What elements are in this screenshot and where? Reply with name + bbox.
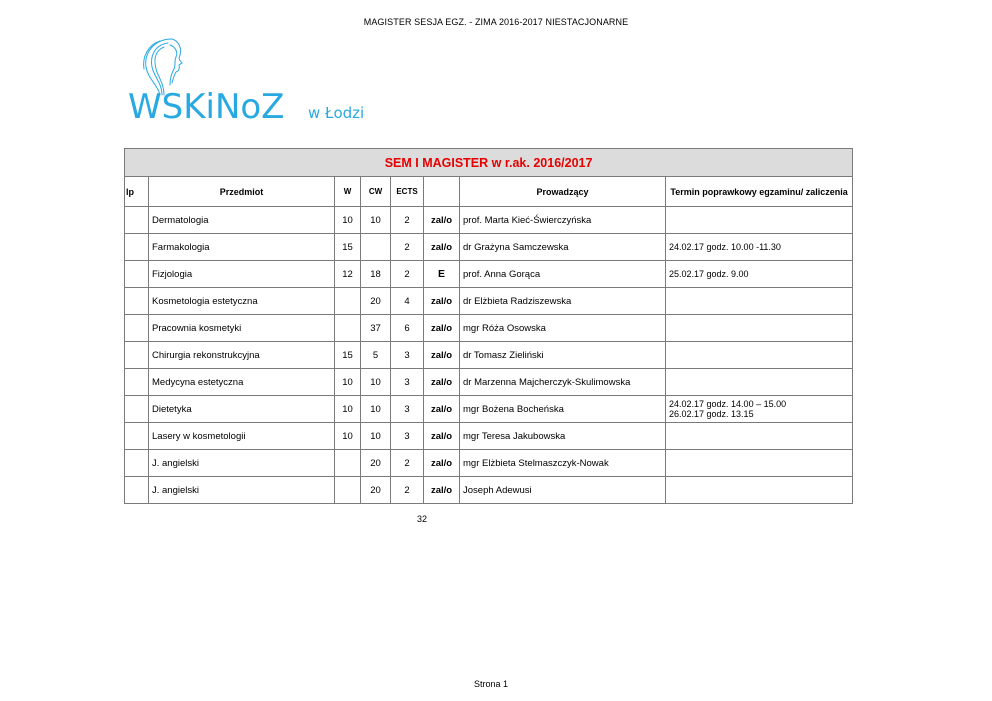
cell-form: zal/o bbox=[424, 423, 460, 450]
cell-w: 10 bbox=[335, 207, 361, 234]
col-header-subject: Przedmiot bbox=[149, 177, 335, 207]
cell-retake bbox=[666, 234, 853, 261]
cell-ects: 2 bbox=[391, 207, 424, 234]
table-row bbox=[125, 207, 853, 234]
cell-form: zal/o bbox=[424, 477, 460, 504]
cell-lecturer: mgr Róża Osowska bbox=[460, 315, 666, 342]
table-row bbox=[125, 396, 853, 423]
cell-w: 15 bbox=[335, 234, 361, 261]
retake-line-1: 24.02.17 godz. 10.00 -11.30 bbox=[669, 242, 781, 252]
cell-ects: 3 bbox=[391, 423, 424, 450]
cell-ects: 4 bbox=[391, 288, 424, 315]
cell-lp bbox=[125, 450, 149, 477]
cell-subject: Chirurgia rekonstrukcyjna bbox=[149, 342, 335, 369]
cell-lp bbox=[125, 369, 149, 396]
cell-form: zal/o bbox=[424, 288, 460, 315]
table-row bbox=[125, 369, 853, 396]
cell-lecturer: dr Grażyna Samczewska bbox=[460, 234, 666, 261]
retake-line-1: 24.02.17 godz. 14.00 – 15.00 bbox=[669, 399, 787, 409]
cell-cw: 10 bbox=[361, 369, 391, 396]
cell-w bbox=[335, 477, 361, 504]
cell-lecturer: prof. Anna Gorąca bbox=[460, 261, 666, 288]
col-header-retake: Termin poprawkowy egzaminu/ zaliczenia bbox=[666, 177, 853, 207]
cell-cw: 20 bbox=[361, 450, 391, 477]
school-logo bbox=[124, 35, 374, 125]
cell-cw: 20 bbox=[361, 477, 391, 504]
cell-w bbox=[335, 450, 361, 477]
cell-cw: 37 bbox=[361, 315, 391, 342]
cell-retake bbox=[666, 207, 853, 234]
col-header-cw: CW bbox=[361, 177, 391, 207]
cell-lecturer: mgr Teresa Jakubowska bbox=[460, 423, 666, 450]
retake-line-2: 26.02.17 godz. 13.15 bbox=[669, 409, 754, 419]
cell-lp bbox=[125, 315, 149, 342]
cell-retake bbox=[666, 342, 853, 369]
cell-subject: Kosmetologia estetyczna bbox=[149, 288, 335, 315]
cell-subject: Farmakologia bbox=[149, 234, 335, 261]
cell-lp bbox=[125, 207, 149, 234]
cell-ects: 2 bbox=[391, 450, 424, 477]
page-footer: Strona 1 bbox=[473, 679, 509, 689]
cell-ects: 3 bbox=[391, 396, 424, 423]
col-header-lecturer: Prowadzący bbox=[460, 177, 666, 207]
cell-ects: 3 bbox=[391, 369, 424, 396]
table-row bbox=[125, 423, 853, 450]
cell-lp bbox=[125, 288, 149, 315]
table-title-row bbox=[125, 149, 853, 177]
cell-lp bbox=[125, 234, 149, 261]
cell-subject: J. angielski bbox=[149, 477, 335, 504]
cell-w: 15 bbox=[335, 342, 361, 369]
cell-retake bbox=[666, 369, 853, 396]
cell-subject: Dietetyka bbox=[149, 396, 335, 423]
schedule-table bbox=[124, 148, 853, 504]
table-row bbox=[125, 261, 853, 288]
cell-form: zal/o bbox=[424, 450, 460, 477]
col-header-ects: ECTS bbox=[391, 177, 424, 207]
cell-lp bbox=[125, 477, 149, 504]
cell-lecturer: dr Marzenna Majcherczyk-Skulimowska bbox=[460, 369, 666, 396]
cell-form: zal/o bbox=[424, 315, 460, 342]
cell-form: E bbox=[424, 261, 460, 288]
cell-ects: 2 bbox=[391, 477, 424, 504]
cell-cw: 5 bbox=[361, 342, 391, 369]
page-number: 32 bbox=[416, 514, 427, 524]
cell-lp bbox=[125, 423, 149, 450]
cell-subject: Fizjologia bbox=[149, 261, 335, 288]
cell-lecturer: mgr Bożena Bocheńska bbox=[460, 396, 666, 423]
table-row bbox=[125, 288, 853, 315]
svg-text:w Łodzi: w Łodzi bbox=[308, 104, 365, 122]
table-row bbox=[125, 477, 853, 504]
cell-retake bbox=[666, 423, 853, 450]
cell-subject: J. angielski bbox=[149, 450, 335, 477]
cell-form: zal/o bbox=[424, 234, 460, 261]
cell-form: zal/o bbox=[424, 207, 460, 234]
col-header-lp: lp bbox=[125, 177, 149, 207]
cell-ects: 2 bbox=[391, 234, 424, 261]
cell-lp bbox=[125, 342, 149, 369]
cell-lecturer: dr Elżbieta Radziszewska bbox=[460, 288, 666, 315]
cell-w: 10 bbox=[335, 423, 361, 450]
cell-w: 10 bbox=[335, 396, 361, 423]
cell-lecturer: dr Tomasz Zieliński bbox=[460, 342, 666, 369]
cell-lp bbox=[125, 396, 149, 423]
table-row bbox=[125, 342, 853, 369]
cell-form: zal/o bbox=[424, 369, 460, 396]
cell-retake bbox=[666, 261, 853, 288]
cell-lecturer: prof. Marta Kieć-Świerczyńska bbox=[460, 207, 666, 234]
cell-w: 12 bbox=[335, 261, 361, 288]
retake-line-1: 25.02.17 godz. 9.00 bbox=[669, 269, 749, 279]
cell-retake bbox=[666, 288, 853, 315]
cell-w: 10 bbox=[335, 369, 361, 396]
cell-subject: Lasery w kosmetologii bbox=[149, 423, 335, 450]
cell-ects: 6 bbox=[391, 315, 424, 342]
table-title: SEM I MAGISTER w r.ak. 2016/2017 bbox=[125, 149, 853, 177]
cell-cw: 20 bbox=[361, 288, 391, 315]
cell-lecturer: mgr Elżbieta Stelmaszczyk-Nowak bbox=[460, 450, 666, 477]
cell-cw: 10 bbox=[361, 207, 391, 234]
col-header-w: W bbox=[335, 177, 361, 207]
table-row bbox=[125, 234, 853, 261]
cell-retake bbox=[666, 450, 853, 477]
cell-w bbox=[335, 288, 361, 315]
page-header: MAGISTER SESJA EGZ. - ZIMA 2016-2017 NIESTACJONARNE bbox=[363, 17, 629, 27]
cell-subject: Medycyna estetyczna bbox=[149, 369, 335, 396]
table-row bbox=[125, 450, 853, 477]
svg-text:WSKiNoZ: WSKiNoZ bbox=[128, 87, 285, 125]
cell-cw bbox=[361, 234, 391, 261]
cell-ects: 3 bbox=[391, 342, 424, 369]
col-header-form bbox=[424, 177, 460, 207]
cell-subject: Dermatologia bbox=[149, 207, 335, 234]
table-header-row bbox=[125, 177, 853, 207]
cell-w bbox=[335, 315, 361, 342]
cell-subject: Pracownia kosmetyki bbox=[149, 315, 335, 342]
cell-form: zal/o bbox=[424, 396, 460, 423]
table-row bbox=[125, 315, 853, 342]
cell-cw: 10 bbox=[361, 396, 391, 423]
cell-lecturer: Joseph Adewusi bbox=[460, 477, 666, 504]
cell-retake bbox=[666, 396, 853, 423]
cell-cw: 10 bbox=[361, 423, 391, 450]
cell-retake bbox=[666, 477, 853, 504]
cell-lp bbox=[125, 261, 149, 288]
cell-form: zal/o bbox=[424, 342, 460, 369]
cell-cw: 18 bbox=[361, 261, 391, 288]
cell-ects: 2 bbox=[391, 261, 424, 288]
cell-retake bbox=[666, 315, 853, 342]
